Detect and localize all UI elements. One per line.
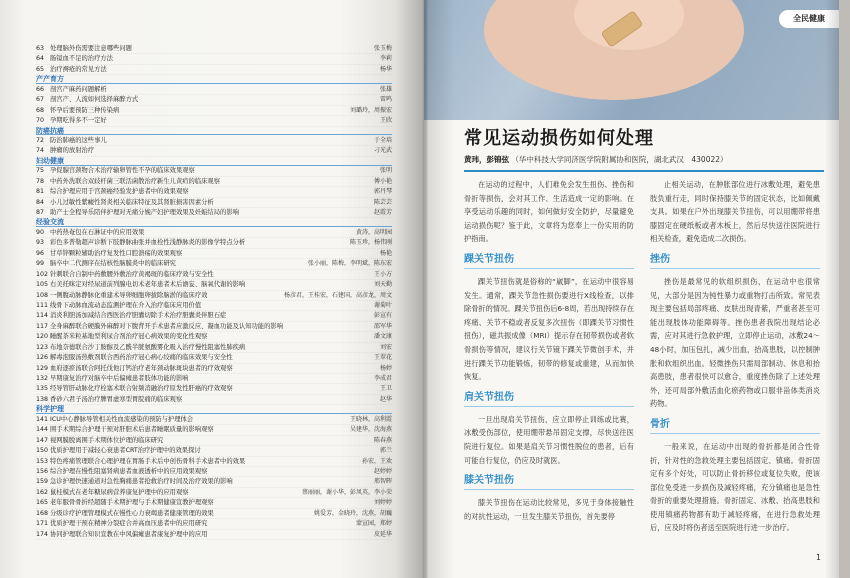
- page-number: 1: [815, 553, 821, 562]
- toc-entry: [36, 198, 392, 208]
- toc-page-number: 105: [36, 281, 49, 289]
- toc-entry: [36, 270, 392, 280]
- toc-page-number: 99: [36, 260, 45, 268]
- toc-entry-title: 急诊护理快速通道对急性胸痛患者抢救治疗时间及治疗效果的影响: [50, 478, 233, 486]
- toc-page-number: 90: [36, 228, 45, 236]
- toc-entry: [36, 332, 392, 342]
- toc-page-number: 65: [36, 65, 45, 73]
- toc-entry-author: 姚爱芳，金晓玲，沈燕，胡巍: [313, 509, 392, 517]
- toc-entry: [36, 436, 392, 446]
- toc-entry-author: 于全培: [373, 136, 392, 144]
- toc-entry: [36, 238, 392, 248]
- toc-page-number: 159: [36, 478, 49, 486]
- toc-entry-title: 剖宫产麻药问题解析: [50, 85, 107, 93]
- toc-entry: [36, 54, 392, 64]
- toc-entry-title: 优质护理用于减轻心衰患者CRT治疗护理中的效果探讨: [50, 447, 201, 455]
- author-affiliation: （华中科技大学同济医学院附属协和医院，湖北武汉 430022）: [511, 155, 728, 164]
- toc-entry-title: 消炎利胆汤加减结合西医治疗胆囊切除手术治疗胆囊炎伴胆石症: [50, 312, 227, 320]
- toc-page-number: 171: [36, 520, 49, 528]
- toc-page-number: 132: [36, 375, 49, 382]
- toc-page-number: 74: [36, 147, 45, 155]
- author-names: 黄玮，彭锦弦: [464, 155, 509, 164]
- column-tag: 全民健康: [779, 10, 839, 28]
- section-paragraph: 踝关节扭伤就是俗称的“崴脚”，在运动中很容易发生。通常，踝关节急性损伤要进行X线检查，以排除骨折的情况。踝关节扭伤后6-8周，若出现持续存在疼痛、关节不稳或者反复多次扭伤（即踝关节习惯性扭伤），磁共振成像（MRI）提示存在韧带损伤或者软骨损伤等情况，建议行关节镜下踝关节微创手术，并进行踝关节功能锻炼，韧带的修复或重建，从而加快恢复。: [464, 276, 634, 382]
- article: [464, 126, 824, 533]
- toc-entry: [36, 457, 392, 467]
- toc-page-number: 68: [36, 106, 45, 114]
- toc-page-number: 135: [36, 385, 49, 393]
- toc-page-number: 72: [36, 136, 45, 144]
- toc-entry-title: 处理脑外伤需要注意哪些问题: [50, 45, 132, 52]
- toc-entry-title: 怀孕后要预防三种传染病: [50, 106, 120, 114]
- toc-entry-author: 张雄: [379, 85, 392, 93]
- toc-list: [36, 44, 392, 540]
- toc-page-number: 81: [36, 188, 45, 196]
- toc-entry: [36, 146, 392, 156]
- toc-entry-author: 张小丽，陈梅，李明斌，陈东宏: [307, 260, 392, 268]
- toc-entry: [36, 519, 392, 529]
- toc-section-heading: 防癌抗癌: [36, 127, 392, 136]
- title-rule: [464, 170, 824, 172]
- toc-page-number: 64: [36, 55, 45, 63]
- section-heading: 肩关节扭伤: [464, 390, 634, 407]
- toc-section-heading: 妇幼健康: [36, 157, 392, 166]
- toc-entry: [36, 280, 392, 290]
- toc-entry-title: 甘草锌颗粒辅助治疗复发性口腔溃疡的效果观察: [50, 249, 183, 257]
- toc-page-number: 96: [36, 249, 45, 257]
- toc-entry: [36, 65, 392, 75]
- toc-entry-title: ICU中心静脉导管相关性血流感染的预防与护理体会: [50, 415, 194, 423]
- toc-entry-title: 中药热奄包在石淋证中的应用效果: [50, 228, 145, 236]
- toc-page-number: 165: [36, 499, 49, 507]
- toc-entry: [36, 177, 392, 187]
- section-heading: 膝关节扭伤: [464, 473, 634, 490]
- toc-entry-author: 陈芸芸: [373, 198, 392, 206]
- article-intro: 在运动的过程中，人们难免会发生扭伤、挫伤和骨折等损伤，会对其工作、生活造成一定的影响。在享受运动乐趣的同时，如何做好安全防护，尽量避免运动损伤呢？鉴于此，文章将为您奉上一份实用的防护指南。: [464, 180, 634, 244]
- toc-entry-author: 刁光武: [373, 147, 392, 155]
- section-paragraph: 止相关运动，在肿胀部位进行冰敷处理，避免患肢负重行走，同时保持膝关节的固定状态，比如佩戴支具。如果在户外出现膝关节扭伤，可以用绷带将患膝固定在硬纸板或者木板上，然后尽快送往医院进行相关检查，避免造成二次损伤。: [650, 180, 820, 244]
- page-edge-shade: [825, 0, 839, 578]
- toc-entry-title: 经导管肝动脉化疗栓塞术联合射频消融治疗原发性肝癌的疗效观察: [50, 385, 233, 393]
- toc-entry-author: 王卫: [379, 385, 392, 393]
- toc-entry: [36, 136, 392, 146]
- toc-page-number: 75: [36, 167, 45, 175]
- toc-entry-title: 鼠桂模式在老年糖尿病营养康复护理中的应用观察: [50, 488, 189, 496]
- toc-page-number: 126: [36, 354, 49, 362]
- toc-page-number: 67: [36, 96, 45, 104]
- toc-page-number: 168: [36, 509, 49, 517]
- toc-page-number: 108: [36, 291, 49, 299]
- toc-entry-title: 助产士全程导乐陪伴护理对无痛分娩产妇护理效果及妊娠结局的影响: [50, 209, 239, 216]
- toc-entry: [36, 343, 392, 353]
- toc-entry: [36, 488, 392, 498]
- toc-page-number: 63: [36, 45, 45, 52]
- toc-page-number: 153: [36, 457, 49, 465]
- toc-page-number: 162: [36, 488, 49, 496]
- toc-entry: [36, 384, 392, 394]
- toc-entry: [36, 187, 392, 197]
- toc-entry-author: 赵婷婷: [373, 467, 392, 475]
- right-page-article: [424, 0, 839, 578]
- toc-entry-title: 综合护理应用于宫颈癌经验发护患者中的效果观察: [50, 188, 189, 196]
- toc-entry-title: 解毒泡服汤热敷剂联合西药治疗冠心病心绞痛的临床效果与安全性: [50, 354, 233, 362]
- toc-entry-title: 肿瘤的放射治疗: [50, 147, 95, 155]
- toc-entry: [36, 85, 392, 95]
- toc-entry-author: 潘文康: [373, 333, 392, 341]
- toc-entry-title: 围手术期综合护理干预对肝胆术后患者睡眠质量的影响观察: [50, 426, 214, 434]
- toc-entry-author: 赵霞芳: [373, 209, 392, 216]
- toc-entry-title: 中药外洗联合双歧杆菌三联活菌散治疗新生儿黄疸的临床观察: [50, 177, 221, 185]
- header-photo: [424, 0, 839, 120]
- toc-entry-title: 分级诊疗护理管理模式在慢性心力衰竭患者健康管理的效果: [50, 509, 214, 517]
- toc-entry-title: 血府逐瘀汤联合阿托伐他汀钙治疗老年颈动脉斑块患者的疗效观察: [50, 364, 233, 372]
- toc-entry-author: 张明: [379, 167, 392, 175]
- toc-page-number: 138: [36, 395, 49, 403]
- article-column-left: [464, 178, 634, 523]
- toc-entry: [36, 208, 392, 218]
- toc-page-number: 93: [36, 239, 45, 247]
- toc-entry-author: 陈玉珍，杨伟刚: [349, 239, 392, 247]
- toc-entry-title: 脑卒中二代测序在结核性脑膜炎中的临床研究: [50, 260, 176, 268]
- toc-entry: [36, 415, 392, 425]
- section-heading: 挫伤: [650, 252, 820, 269]
- toc-entry-author: 蒙宣园，郑婷: [355, 520, 392, 528]
- toc-page-number: 87: [36, 209, 45, 216]
- toc-entry-author: 杨婷: [379, 364, 392, 372]
- toc-entry-author: 张玉梅: [373, 45, 392, 52]
- toc-entry-author: 吴建华，沈海燕: [349, 426, 392, 434]
- toc-entry-title: 孕期吃得多不一定好: [50, 117, 107, 125]
- toc-entry-author: 李莉: [379, 55, 392, 63]
- toc-entry-author: 李成君: [373, 375, 392, 382]
- toc-page-number: 120: [36, 333, 49, 341]
- toc-entry-title: 小儿过敏性紫癜性肾炎相关临床特征及其肾脏损害因素分析: [50, 198, 214, 206]
- toc-entry-author: 王晓林，高利霞: [349, 415, 392, 423]
- toc-entry-author: 刘宏: [379, 343, 392, 351]
- toc-entry-title: 优质护理干预在精神分裂症合并高血压患者中的应用研究: [50, 520, 208, 528]
- toc-entry: [36, 467, 392, 477]
- toc-entry-author: 傅小艳: [373, 177, 392, 185]
- toc-page-number: 150: [36, 447, 49, 455]
- toc-page-number: 156: [36, 467, 49, 475]
- toc-entry-author: 杨华: [379, 65, 392, 73]
- toc-entry-title: 全身麻醉联合硬膜外麻醉对下腹背开手术患者应激反应、凝血功能及认知功能的影响: [50, 322, 283, 330]
- toc-entry: [36, 364, 392, 374]
- toc-entry: [36, 322, 392, 332]
- toc-entry-title: 肠镜血不足的治疗方法: [50, 55, 113, 63]
- toc-entry-title: 协同护理联合知识宣教在中风偏瘫患者康复护理中的应用: [50, 530, 208, 538]
- toc-section-heading: 科学护理: [36, 405, 392, 414]
- article-byline: [464, 154, 824, 166]
- toc-page-number: 141: [36, 415, 49, 423]
- toc-entry: [36, 446, 392, 456]
- toc-page-number: 102: [36, 270, 49, 278]
- toc-entry: [36, 259, 392, 269]
- toc-page-number: 129: [36, 364, 49, 372]
- toc-entry-author: 孙宏，王欢: [361, 457, 392, 465]
- toc-entry-title: 香砂六君子汤治疗脾胃虚寒型胃脘痛的临床观察: [50, 395, 183, 403]
- toc-entry-author: 王欣: [379, 117, 392, 125]
- toc-page-number: 70: [36, 117, 45, 125]
- toc-entry-title: 线骨下动脉血流动态监测护理在介入治疗临床应用价值: [50, 301, 202, 309]
- toc-entry-author: 邵军华: [373, 322, 392, 330]
- toc-entry: [36, 395, 392, 405]
- toc-entry-title: 综合护理在慢性阻塞肾病患者血液透析中的应用效果观察: [50, 467, 208, 475]
- toc-entry: [36, 353, 392, 363]
- toc-entry-title: 视网膜脱离围手术期体位护理的临床研究: [50, 436, 164, 444]
- section-paragraph: 一般来说，在运动中出现的骨折都是闭合性骨折，针对性的急救处理主要包括固定、镇痛。骨折固定有多个好处，可以防止骨折移位或复位失败，使该部位免受进一步损伤及减轻疼痛，充分镇痛也是急性骨折的重要处理措施。骨折固定、冰敷、抬高患肢和使用镇痛药物都有助于减轻疼痛，在进行急救处理后，应及时将伤者送至医院进行进一步治疗。: [650, 441, 820, 533]
- section-paragraph: 挫伤是最常见的软组织损伤，在运动中也很常见，大部分是因为钝性暴力或重物打击所致。常见表现主要包括局部疼痛、皮肤出现青紫，严重者甚至可能出现肢体功能障碍等。挫伤患者我院出现结论必需，应对其进行急救护理，立即停止运动，冰敷24～48小时，加压包扎，减少出血，抬高患肢，以控制肿胀和软组织出血。轻微挫伤只需局部制动、休息和抬高患肢，患者很快可以愈合，重度挫伤除了上述处理外，还可局部外敷活血化瘀药物或口服非甾体类消炎药物。: [650, 276, 820, 409]
- toc-entry-author: 刘婷婷: [373, 499, 392, 507]
- toc-entry: [36, 291, 392, 301]
- toc-entry: [36, 509, 392, 519]
- toc-section-heading: 经验交流: [36, 218, 392, 227]
- toc-entry-author: 王翠花: [373, 354, 392, 362]
- section-paragraph: 膝关节扭伤在运动比较常见，多见于身体接触性的对抗性运动，一旦发生膝关节扭伤，首先要停: [464, 498, 634, 521]
- toc-entry-title: 布地奈德联合沙丁胺醇及乙酰半胱氨酸雾化吸入治疗慢性阻塞性肺疾病: [50, 343, 246, 351]
- toc-entry-title: 剖宫产、人流如何选择麻醉方式: [50, 96, 139, 104]
- toc-entry-author: 雷鸣: [379, 96, 392, 104]
- toc-entry: [36, 425, 392, 435]
- toc-entry: [36, 95, 392, 105]
- toc-entry: [36, 311, 392, 321]
- toc-entry-author: 王小方: [373, 270, 392, 278]
- toc-entry-author: 蔡丽丽，谢小华，彭凤英，李小荣: [301, 488, 392, 496]
- toc-entry: [36, 228, 392, 238]
- toc-entry-title: 老年服骨骨折经超随手术期护理与手术期健康宣教护理观察: [50, 499, 214, 507]
- toc-entry-title: 防治肺癌的这些事儿: [50, 136, 107, 144]
- toc-entry-author: 赵华: [379, 395, 392, 403]
- toc-entry: [36, 301, 392, 311]
- toc-entry: [36, 477, 392, 487]
- toc-section-heading: 产产育方: [36, 75, 392, 84]
- section-paragraph: 一旦出现肩关节扭伤，应立即停止训练或比赛，冰敷受伤部位，使用绷带悬吊固定支撑，尽快送往医院进行复位。如果是肩关节习惯性脱位的患者，后有可能自行复位，仍应及时就医。: [464, 414, 634, 465]
- toc-entry: [36, 116, 392, 126]
- article-title: 常见运动损伤如何处理: [464, 128, 654, 149]
- toc-entry-title: 孕促腺宫颈物合术治疗输卵管性不孕的临床效果观察: [50, 167, 195, 175]
- toc-entry: [36, 166, 392, 176]
- toc-entry: [36, 498, 392, 508]
- toc-entry: [36, 249, 392, 259]
- toc-entry-title: 早期康复治疗对脑卒中后偏瘫患者肢体功能的影响: [50, 375, 189, 382]
- toc-entry-author: 黄涛，高明园: [355, 228, 392, 236]
- toc-entry: [36, 530, 392, 540]
- toc-page-number: 111: [36, 301, 49, 309]
- toc-entry: [36, 44, 392, 54]
- toc-entry-author: 郭丹琴: [373, 188, 392, 196]
- toc-entry-title: 右美托咪定对经尿道前列腺电切术老年患者术后谵妄、脑氧代谢的影响: [50, 281, 246, 289]
- toc-page-number: 117: [36, 322, 49, 330]
- toc-page-number: 123: [36, 343, 49, 351]
- toc-entry-author: 彭宣有: [373, 312, 392, 320]
- toc-entry: [36, 374, 392, 384]
- toc-entry-author: 杨彦君，王桂宏，石建国，高彦龙，周文: [283, 291, 392, 299]
- toc-entry-title: 特色疼痛管理联合心理护理在胃肠手术后中创伤骨科手术患者中的效果: [50, 457, 246, 465]
- article-column-right: [650, 178, 820, 535]
- toc-entry-author: 杨艳: [379, 249, 392, 257]
- toc-entry-author: 刘天勤: [373, 281, 392, 289]
- toc-page-number: 84: [36, 198, 45, 206]
- toc-page-number: 114: [36, 312, 49, 320]
- toc-page-number: 147: [36, 436, 49, 444]
- toc-page-number: 78: [36, 177, 45, 185]
- toc-entry-author: 郭兰: [379, 447, 392, 455]
- section-heading: 骨折: [650, 417, 820, 434]
- toc-page-number: 174: [36, 530, 49, 538]
- toc-entry-title: 针刺联合自制中药敷腰外敷治疗黄褐斑的临床疗效与安全性: [50, 270, 214, 278]
- toc-entry: [36, 106, 392, 116]
- toc-entry-title: 睡醒茶米粒基地型利尿合剂治疗冠心病效果的变化性观察: [50, 333, 208, 341]
- toc-page-number: 66: [36, 85, 45, 93]
- toc-entry-author: 谢菊叶: [373, 301, 392, 309]
- toc-entry-author: 皮延华: [373, 530, 392, 538]
- section-heading: 踝关节扭伤: [464, 252, 634, 269]
- toc-entry-title: 治疗褥疮的常见方法: [50, 65, 107, 73]
- toc-page-number: 144: [36, 426, 49, 434]
- toc-entry-title: 一侧腹动脉静脉化重建术导卵细胞卵拔除脑淤的临床疗效: [50, 291, 208, 299]
- toc-entry-title: 彩色多普勒超声诊断下肢静脉曲张并血栓性浅静脉炎的影像学特点分析: [50, 239, 246, 247]
- toc-entry-author: 邢智晖: [373, 478, 392, 486]
- toc-entry-author: 陈春燕: [373, 436, 392, 444]
- toc-entry-author: 刘璐玲，周振宏: [349, 106, 392, 114]
